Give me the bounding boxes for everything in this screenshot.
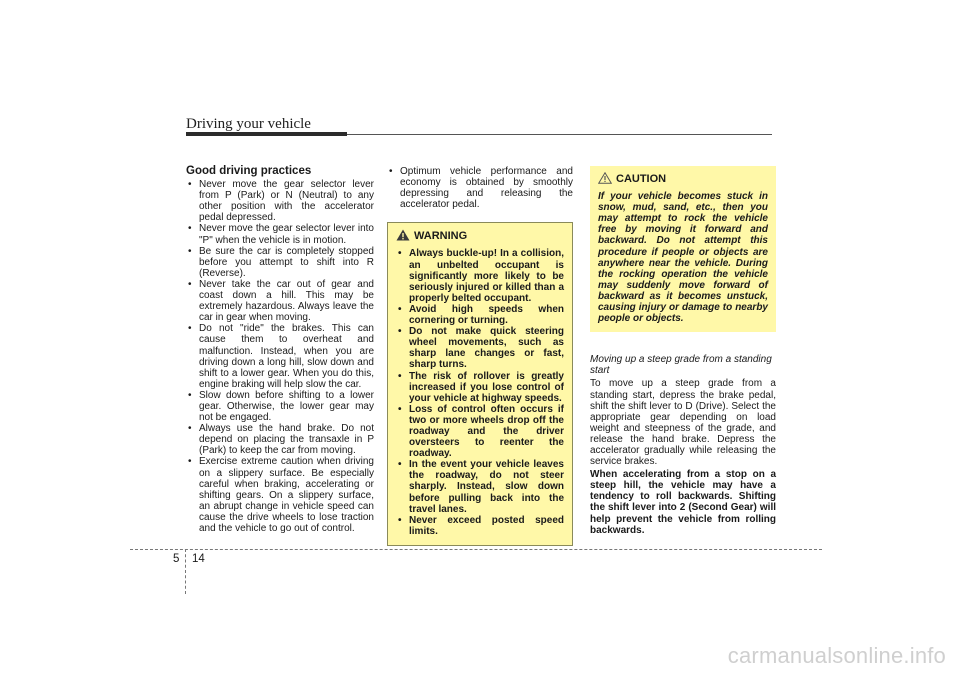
caution-triangle-icon — [598, 172, 612, 187]
list-item: • Do not "ride" the brakes. This can cause them to overheat and malfunction. Instead, when you are driving down a long hill, slow down and shift to a lower gear. When you do this, engine braking will help slow the car. — [186, 323, 374, 390]
bold-paragraph: When accelerating from a stop on a steep hill, the vehicle may have a tendency to roll backwards. Shifting the shift lever into 2 (Second Gear) will help prevent the vehicle from rolling backwards. — [590, 469, 776, 536]
list-item: • Never take the car out of gear and coast down a hill. This may be extremely hazardous. Always leave the car in gear when moving. — [186, 279, 374, 323]
sub-heading: Moving up a steep grade from a standing start — [590, 354, 772, 377]
list-item: • Avoid high speeds when cornering or turning. — [396, 304, 564, 326]
list-item: • Do not make quick steering wheel movements, such as sharp lane changes or fast, sharp turns. — [396, 326, 564, 370]
left-column — [186, 166, 374, 534]
warning-box — [387, 222, 573, 546]
performance-list — [387, 166, 573, 210]
caution-box — [590, 166, 776, 332]
header-rule-thick — [186, 132, 347, 136]
footer-rule — [130, 549, 822, 550]
list-item: • Loss of control often occurs if two or more wheels drop off the roadway and the driver oversteers to reenter the roadway. — [396, 404, 564, 459]
warning-header — [396, 229, 564, 244]
watermark: carmanualsonline.info — [727, 643, 946, 668]
list-item: • Never move the gear selector lever from P (Park) or N (Neutral) to any other position with the accelerator pedal depressed. — [186, 179, 374, 223]
list-item: • Optimum vehicle performance and economy is obtained by smoothly depressing and releasing the accelerator pedal. — [387, 166, 573, 210]
caution-title: CAUTION — [616, 173, 667, 185]
caution-text: If your vehicle becomes stuck in snow, mud, sand, etc., then you may attempt to rock the vehicle free by moving it forward and backward. Do not attempt this procedure if people or objects are anywhere near the vehicle. During the rocking operation the vehicle may suddenly move forward of backward as it becomes unstuck, causing injury or damage to nearby people or objects. — [598, 191, 768, 325]
list-item: • Be sure the car is completely stopped before you attempt to shift into R (Reverse). — [186, 246, 374, 279]
chapter-number: 5 — [173, 553, 180, 565]
list-item: • Exercise extreme caution when driving on a slippery surface. Be especially careful when braking, accelerating or shifting gears. On a slippery surface, an abrupt change in vehicle speed can cause the drive wheels to lose traction and the vehicle to go out of control. — [186, 456, 374, 534]
warning-list — [396, 248, 564, 536]
middle-column — [387, 166, 573, 546]
driving-practices-list — [186, 179, 374, 534]
warning-title: WARNING — [414, 230, 468, 243]
list-item: • Never move the gear selector lever into "P" when the vehicle is in motion. — [186, 223, 374, 245]
header-rule-thin — [347, 134, 772, 135]
section-heading: Good driving practices — [186, 165, 312, 177]
body-paragraph: To move up a steep grade from a standing start, depress the brake pedal, shift the shift lever to D (Drive). Select the appropriate gear depending on load weight and steepness of the grade, and release the hand brake. Depress the accelerator gradually while releasing the service brakes. — [590, 378, 776, 468]
page-number: 14 — [192, 553, 205, 565]
list-item: • Always use the hand brake. Do not depend on placing the transaxle in P (Park) to keep the car from moving. — [186, 423, 374, 456]
list-item: • Always buckle-up! In a collision, an unbelted occupant is significantly more likely to be seriously injured or killed than a properly belted occupant. — [396, 248, 564, 303]
list-item: • The risk of rollover is greatly increased if you lose control of your vehicle at highway speeds. — [396, 371, 564, 404]
footer-divider — [185, 549, 186, 594]
right-column — [590, 166, 776, 536]
list-item: • In the event your vehicle leaves the roadway, do not steer sharply. Instead, slow down before pulling back into the travel lanes. — [396, 459, 564, 514]
list-item: • Never exceed posted speed limits. — [396, 515, 564, 537]
warning-triangle-icon — [396, 229, 410, 244]
page-title: Driving your vehicle — [186, 116, 311, 132]
list-item: • Slow down before shifting to a lower gear. Otherwise, the lower gear may not be engaged. — [186, 390, 374, 423]
caution-header — [598, 172, 768, 187]
